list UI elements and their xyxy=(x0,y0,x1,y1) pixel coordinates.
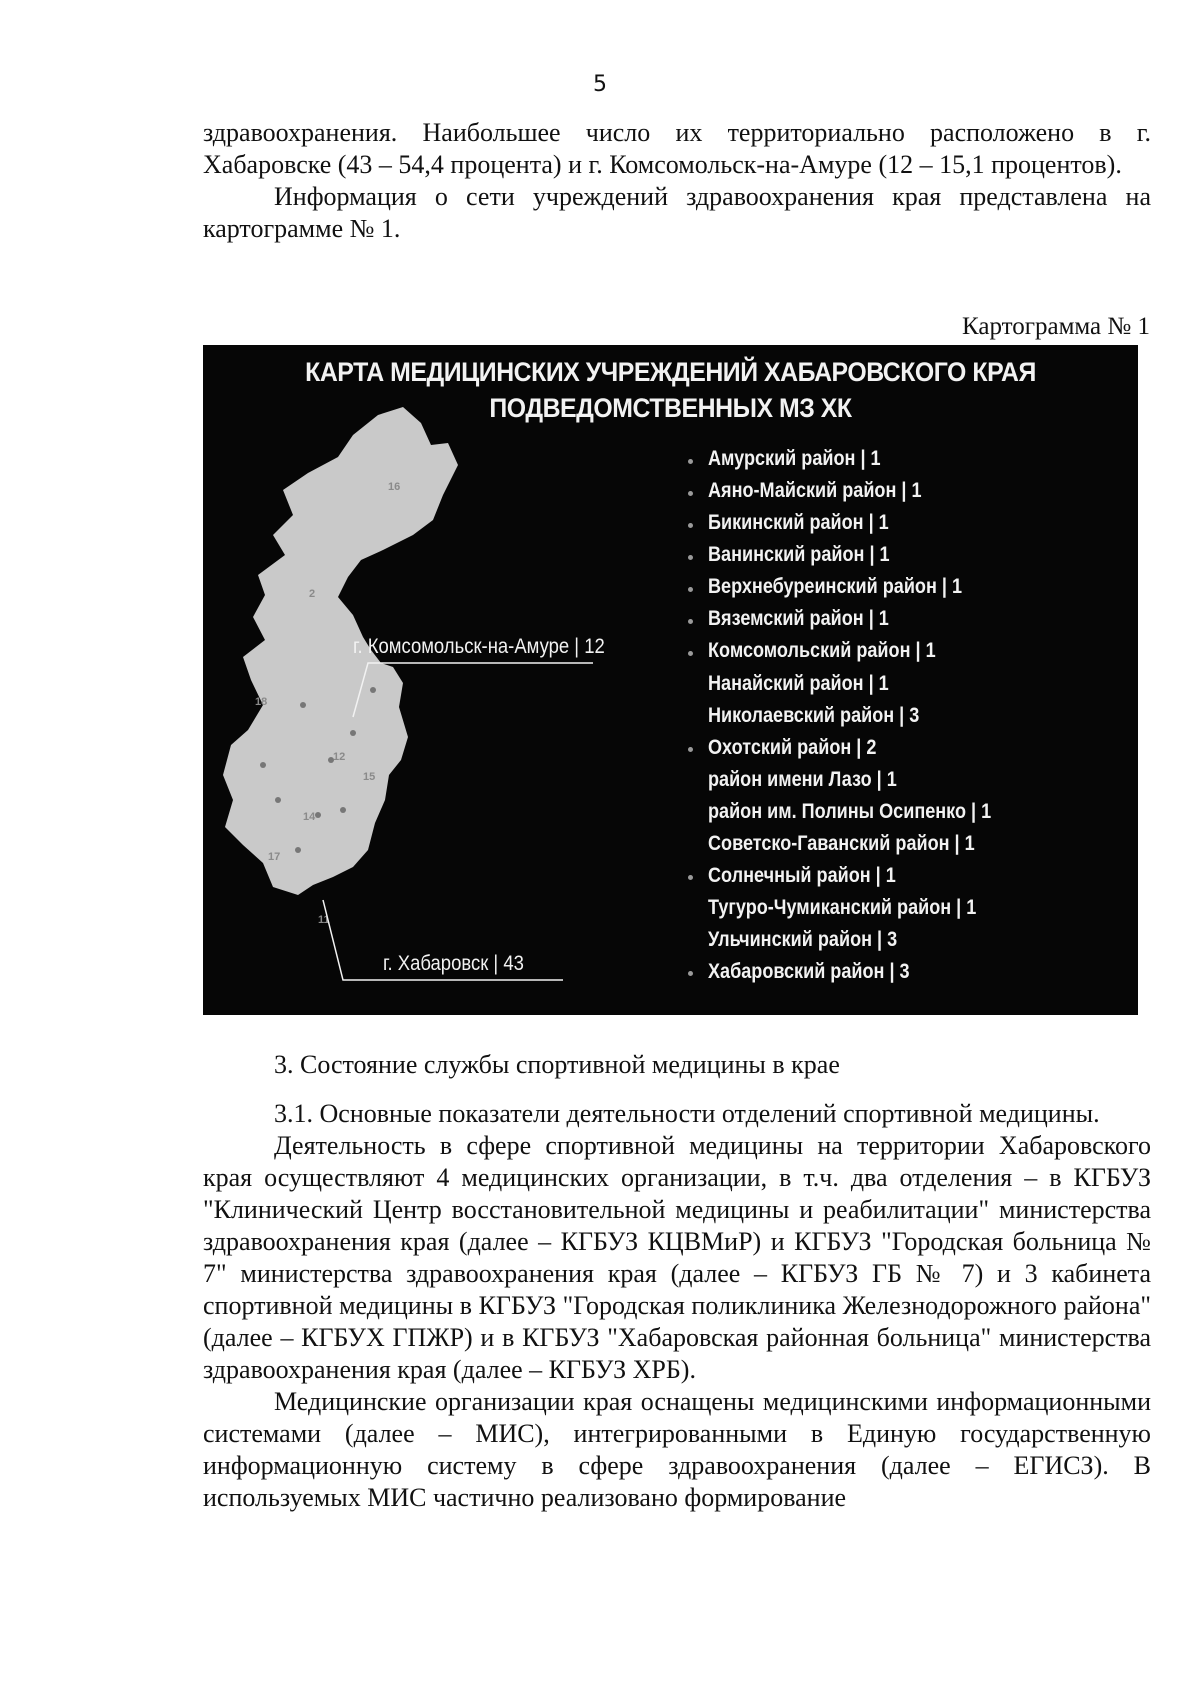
khabarovsk-label: г. Хабаровск | 43 xyxy=(383,952,524,975)
legend-marker xyxy=(688,651,693,656)
komsomolsk-label: г. Комсомольск-на-Амуре | 12 xyxy=(353,635,605,658)
intro-section xyxy=(203,117,1151,245)
institution-dot xyxy=(370,687,376,693)
body-paragraph-1: 3.1. Основные показатели деятельности отделений спортивной медицины. xyxy=(274,1099,1100,1128)
intro-paragraph-1: здравоохранения. Наибольшее число их территориально расположено в г. Хабаровске (43 – 54,4 процента) и г. Комсомольск-на-Амуре (12 – 15,1 процентов). xyxy=(203,118,1151,179)
district-number: 2 xyxy=(309,588,316,600)
legend-item: Солнечный район | 1 xyxy=(708,864,896,887)
legend-item: Аяно-Майский район | 1 xyxy=(708,479,922,502)
institution-dot xyxy=(350,730,356,736)
legend-marker xyxy=(688,523,693,528)
legend-item: Комсомольский район | 1 xyxy=(708,639,936,662)
legend-item: Хабаровский район | 3 xyxy=(708,960,910,983)
legend-item: Бикинский район | 1 xyxy=(708,511,889,534)
institution-dot xyxy=(260,762,266,768)
district-number: 15 xyxy=(363,771,376,783)
legend-item: Амурский район | 1 xyxy=(708,447,881,470)
legend-item: район им. Полины Осипенко | 1 xyxy=(708,800,992,823)
district-number: 12 xyxy=(333,751,346,763)
institution-dot xyxy=(275,797,281,803)
legend-marker xyxy=(688,875,693,880)
district-number: 11 xyxy=(318,914,330,926)
section-heading: 3. Состояние службы спортивной медицины в крае xyxy=(274,1050,840,1079)
legend-item: Охотский район | 2 xyxy=(708,736,877,759)
figure-caption: Картограмма № 1 xyxy=(962,313,1150,340)
legend-item: Ульчинский район | 3 xyxy=(708,928,898,951)
legend-item: Тугуро-Чумиканский район | 1 xyxy=(708,896,977,919)
legend-item: Николаевский район | 3 xyxy=(708,704,920,727)
legend-item: Нанайский район | 1 xyxy=(708,672,889,695)
district-number: 18 xyxy=(255,696,268,708)
district-number: 17 xyxy=(268,851,281,863)
district-number: 16 xyxy=(388,481,401,493)
legend-item: Верхнебуреинский район | 1 xyxy=(708,575,963,598)
section-body xyxy=(203,1098,1151,1514)
legend-item: Советско-Гаванский район | 1 xyxy=(708,832,975,855)
map-title-line-1: КАРТА МЕДИЦИНСКИХ УЧРЕЖДЕНИЙ ХАБАРОВСКОГО КРАЯ xyxy=(305,357,1036,387)
legend-item: Вяземский район | 1 xyxy=(708,607,889,630)
legend-marker xyxy=(688,555,693,560)
legend-marker xyxy=(688,747,693,752)
institution-dot xyxy=(340,807,346,813)
legend-marker xyxy=(688,587,693,592)
body-paragraph-3: Медицинские организации края оснащены медицинскими информационными системами (далее – МИС), интегрированными в Единую государственную информационную систему в сфере здравоохранения (далее – ЕГИСЗ). В используемых МИС частично реализовано формирование xyxy=(203,1387,1151,1512)
page-number: 5 xyxy=(593,72,607,97)
legend-item: Ванинский район | 1 xyxy=(708,543,890,566)
institution-dot xyxy=(300,702,306,708)
legend-item: район имени Лазо | 1 xyxy=(708,768,897,791)
legend-marker xyxy=(688,459,693,464)
institution-dot xyxy=(315,812,321,818)
body-paragraph-2: Деятельность в сфере спортивной медицины на территории Хабаровского края осуществляют 4 медицинских организации, в т.ч. два отделения – в КГБУЗ "Клинический Центр восстановительной медицины и реабилитации" министерства здравоохранения края (далее – КГБУЗ КЦВМиР) и КГБУЗ "Городская больница № 7" министерства здравоохранения края (далее – КГБУЗ ГБ № 7) и 3 кабинета спортивной медицины в КГБУЗ "Городская поликлиника Железнодорожного района" (далее – КГБУХ ГПЖР) и в КГБУЗ "Хабаровская районная больница" министерства здравоохранения края (далее – КГБУЗ ХРБ). xyxy=(203,1131,1151,1384)
intro-paragraph-2: Информация о сети учреждений здравоохранения края представлена на картограмме № 1. xyxy=(203,182,1151,243)
district-number: 14 xyxy=(303,811,316,823)
legend-marker xyxy=(688,491,693,496)
cartogram-map xyxy=(203,345,1138,1015)
legend-marker xyxy=(688,619,693,624)
legend-marker xyxy=(688,971,693,976)
institution-dot xyxy=(295,847,301,853)
map-title-line-2: ПОДВЕДОМСТВЕННЫХ МЗ ХК xyxy=(489,393,852,423)
territory-map xyxy=(203,345,1138,1015)
